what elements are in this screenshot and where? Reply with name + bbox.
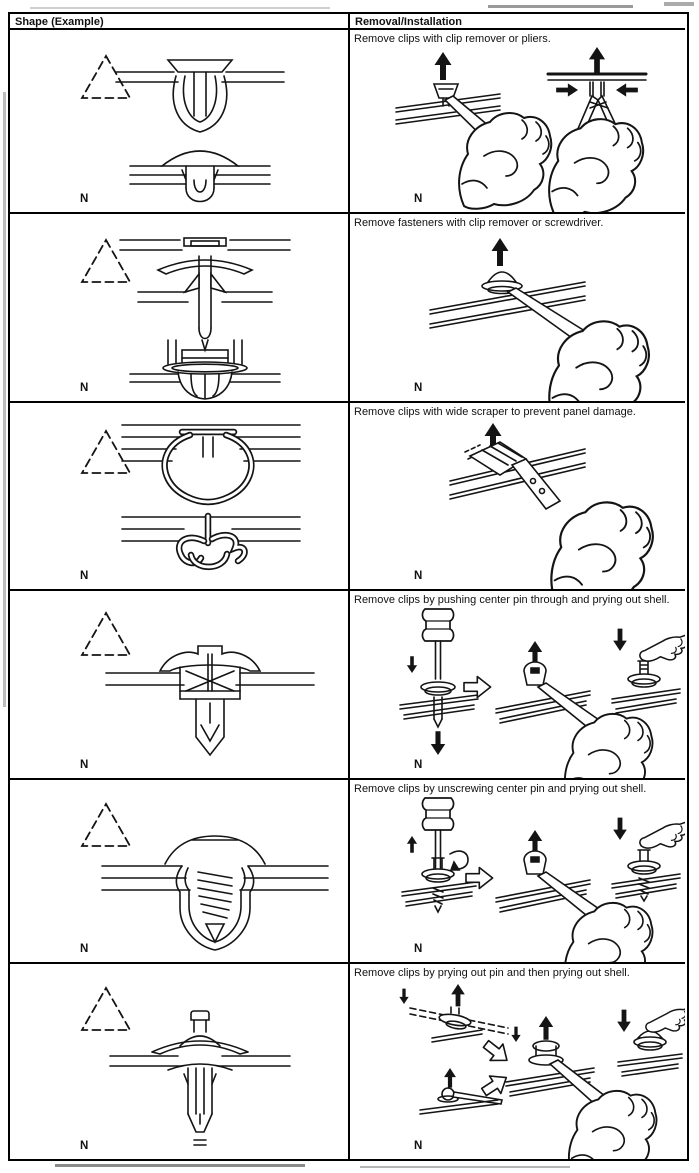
warning-triangle-icon [82,613,130,655]
removal-n-label: N [414,759,423,771]
shape-cell-row3 [10,403,350,591]
open-arrow-icon [464,677,491,698]
removal-n-label: N [414,943,423,955]
instruction-text: Remove clips by unscrewing center pin and prying out shell. [354,783,647,795]
up-arrow-icon [435,52,452,80]
warning-triangle-icon [82,240,130,282]
removal-header-label: Removal/Installation [355,16,462,28]
down-arrow-icon [399,989,408,1004]
inward-arrow-icon [556,83,578,96]
open-arrow-icon [480,1036,514,1069]
instruction-text: Remove clips by pushing center pin through and prying out shell. [354,594,670,606]
down-arrow-icon [431,731,445,755]
clip-removal-table [8,12,689,1161]
remover-prying-fastener-illustration [350,230,685,403]
fist-hand-icon [549,119,643,214]
shape-n-label: N [80,193,89,205]
expansion-clips-diagram [10,30,350,214]
shape-header-label: Shape (Example) [15,16,104,28]
removal-n-label: N [414,1140,423,1152]
shape-n-label: N [80,943,89,955]
down-arrow-icon [613,629,627,651]
fist-hand-icon [565,903,653,964]
screw-pin-clip-diagram [10,780,350,964]
fist-hand-icon [551,502,652,591]
screwdriver-icon [422,609,453,679]
removal-cell-row6 [350,964,685,1159]
fist-hand-icon [569,1091,657,1159]
pry-pin-then-shell-illustration [350,980,685,1159]
push-pin-fasteners-diagram [10,214,350,403]
scan-artifact [55,1164,305,1167]
pressing-finger-hand-icon [640,629,685,661]
up-arrow-icon [451,984,465,1006]
shape-cell-row5 [10,780,350,964]
warning-triangle-icon [82,56,130,98]
shape-cell-row1 [10,30,350,214]
push-pin-pry-shell-illustration [350,607,685,780]
instruction-text: Remove fasteners with clip remover or screwdriver. [354,217,604,229]
up-arrow-icon [444,1068,456,1088]
center-pin-clip-diagram [10,591,350,780]
fist-hand-icon [549,321,649,403]
down-arrow-icon [617,1010,631,1032]
warning-triangle-icon [82,988,130,1030]
warning-triangle-icon [82,804,130,846]
open-arrow-icon [466,868,493,889]
column-header-shape [10,14,350,30]
pressing-finger-hand-icon [640,816,685,848]
instruction-text: Remove clips with clip remover or pliers. [354,33,551,45]
shape-cell-row6 [10,964,350,1159]
pressing-finger-hand-icon [646,1002,685,1033]
removal-n-label: N [414,382,423,394]
shape-n-label: N [80,1140,89,1152]
shape-n-label: N [80,570,89,582]
up-arrow-icon [492,238,509,266]
fist-hand-icon [565,714,653,780]
scan-artifact [488,5,633,8]
removal-cell-row2 [350,214,685,403]
scan-artifact [30,7,330,9]
scraper-prying-clip-illustration [350,419,685,591]
up-arrow-icon [539,1016,553,1040]
down-arrow-icon [407,656,417,673]
down-arrow-icon [613,818,627,840]
shape-cell-row2 [10,214,350,403]
removal-cell-row1 [350,30,685,214]
removal-n-label: N [414,570,423,582]
up-arrow-icon [407,836,417,853]
scan-artifact [360,1166,570,1168]
instruction-text: Remove clips by prying out pin and then prying out shell. [354,967,630,979]
instruction-text: Remove clips with wide scraper to prevent panel damage. [354,406,636,418]
column-header-removal [350,14,685,30]
spring-clips-diagram [10,403,350,591]
removal-cell-row3 [350,403,685,591]
shape-n-label: N [80,759,89,771]
scan-artifact [664,2,694,6]
down-arrow-icon [511,1027,520,1042]
scan-artifact [3,92,6,707]
shape-cell-row4 [10,591,350,780]
inward-arrow-icon [616,83,638,96]
unscrew-pin-pry-shell-illustration [350,796,685,964]
removal-cell-row4 [350,591,685,780]
shape-n-label: N [80,382,89,394]
removal-cell-row5 [350,780,685,964]
open-arrow-icon [478,1069,512,1101]
remover-and-pliers-illustration [350,46,685,214]
up-arrow-icon [589,47,605,74]
pry-pin-clip-diagram [10,964,350,1159]
removal-n-label: N [414,193,423,205]
